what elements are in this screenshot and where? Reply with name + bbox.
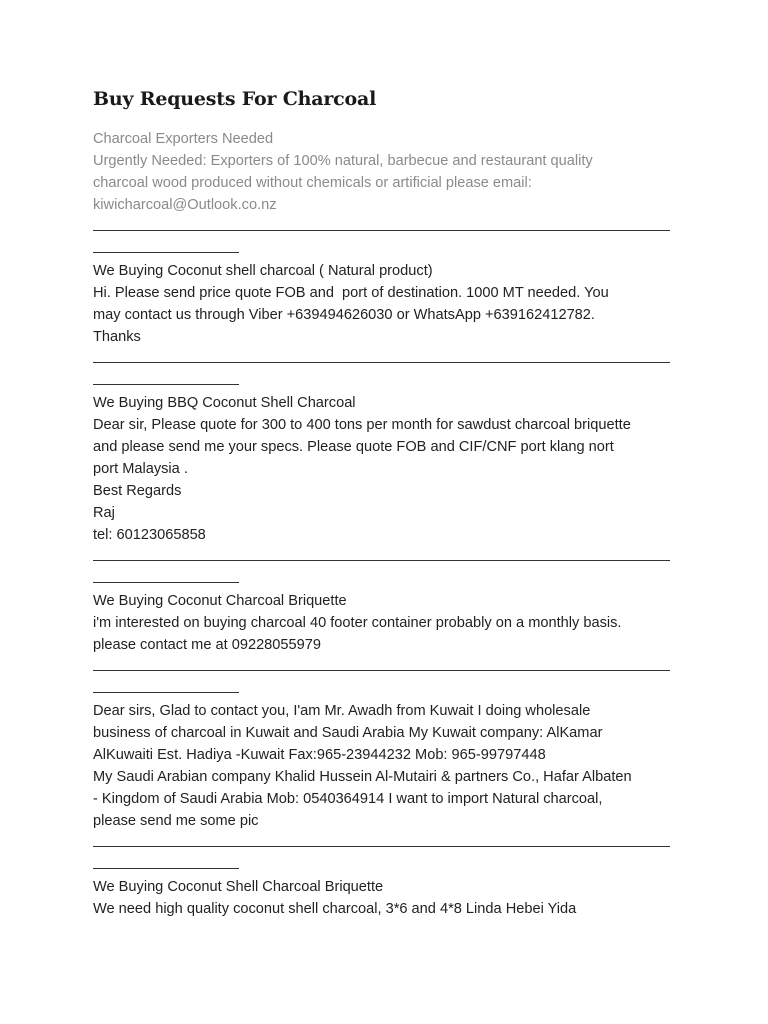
intro-heading: Charcoal Exporters Needed	[93, 131, 274, 147]
intro-line: Urgently Needed: Exporters of 100% natural, barbecue and restaurant quality	[93, 153, 593, 169]
intro-email: kiwicharcoal@Outlook.co.nz	[93, 197, 277, 213]
request-3-title: We Buying Coconut Charcoal Briquette	[93, 593, 347, 609]
request-4-line: AlKuwaiti Est. Hadiya -Kuwait Fax:965-23944232 Mob: 965-99797448	[93, 747, 546, 763]
separator-line-tail	[93, 678, 673, 700]
separator-rule	[93, 560, 670, 561]
request-2-title: We Buying BBQ Coconut Shell Charcoal	[93, 395, 356, 411]
request-2-line: tel: 60123065858	[93, 527, 206, 543]
request-4-line: Dear sirs, Glad to contact you, I'am Mr. Awadh from Kuwait I doing wholesale	[93, 703, 591, 719]
request-2-line: Raj	[93, 505, 115, 521]
separator-line-tail	[93, 854, 673, 876]
request-3-line: i'm interested on buying charcoal 40 footer container probably on a monthly basis.	[93, 615, 622, 631]
separator-line	[93, 656, 673, 678]
separator-line-tail	[93, 370, 673, 392]
document-title: Buy Requests For Charcoal	[93, 88, 377, 110]
request-2-line: port Malaysia .	[93, 461, 188, 477]
separator-line	[93, 546, 673, 568]
request-1-title: We Buying Coconut shell charcoal ( Natural product)	[93, 263, 433, 279]
request-2-line: and please send me your specs. Please quote FOB and CIF/CNF port klang nort	[93, 439, 614, 455]
separator-rule	[93, 384, 239, 385]
request-5-line: We need high quality coconut shell charcoal, 3*6 and 4*8 Linda Hebei Yida	[93, 901, 577, 917]
request-5-title: We Buying Coconut Shell Charcoal Briquette	[93, 879, 384, 895]
separator-rule	[93, 362, 670, 363]
separator-rule	[93, 868, 239, 869]
request-4-line: - Kingdom of Saudi Arabia Mob: 0540364914 I want to import Natural charcoal,	[93, 791, 603, 807]
document-body	[93, 128, 673, 920]
separator-rule	[93, 846, 670, 847]
separator-line	[93, 216, 673, 238]
request-4-line: My Saudi Arabian company Khalid Hussein Al-Mutairi & partners Co., Hafar Albaten	[93, 769, 632, 785]
separator-rule	[93, 670, 670, 671]
request-2-line: Best Regards	[93, 483, 182, 499]
separator-rule	[93, 582, 239, 583]
request-4-line: business of charcoal in Kuwait and Saudi Arabia My Kuwait company: AlKamar	[93, 725, 603, 741]
separator-line	[93, 832, 673, 854]
separator-line-tail	[93, 568, 673, 590]
request-2-line: Dear sir, Please quote for 300 to 400 tons per month for sawdust charcoal briquette	[93, 417, 631, 433]
separator-line-tail	[93, 238, 673, 260]
separator-rule	[93, 692, 239, 693]
request-1-line: Hi. Please send price quote FOB and port of destination. 1000 MT needed. You	[93, 285, 609, 301]
intro-line: charcoal wood produced without chemicals or artificial please email:	[93, 175, 532, 191]
request-1-line: may contact us through Viber +639494626030 or WhatsApp +639162412782.	[93, 307, 595, 323]
request-4-line: please send me some pic	[93, 813, 259, 829]
separator-rule	[93, 230, 670, 231]
separator-line	[93, 348, 673, 370]
request-3-line: please contact me at 09228055979	[93, 637, 321, 653]
separator-rule	[93, 252, 239, 253]
request-1-line: Thanks	[93, 329, 141, 345]
